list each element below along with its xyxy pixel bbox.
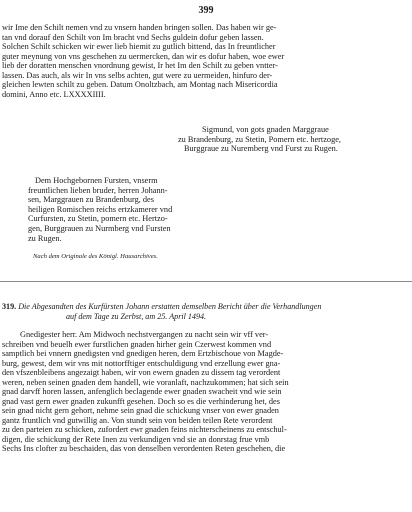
letter-closing-paragraph (2, 23, 407, 99)
signature-line: Sigmund, von gots gnaden Marggraue (202, 125, 329, 134)
document-number: 319. (2, 302, 17, 311)
text-line: gnad darvff horen lassen, anfenglich beclagende ewer gnaden swacheit vnd wie sein (2, 387, 282, 396)
text-line: domini, Anno etc. LXXXXIIII. (2, 89, 106, 99)
text-line: burg, gewest, dem wir vns mit nottorfftiger entschuldigung vnd erzellung ewer gna- (2, 358, 281, 368)
text-line: lieb der doratten menschen vnordnung gewist, Ir het Im den Schilt zu geben vntter- (2, 61, 278, 70)
signature-line: Burggraue zu Nuremberg vnd Furst zu Rugen. (184, 144, 338, 154)
text-line: tan vnd dorauf den Schilt von Im bracht vnd Sechs guldein dofur geben lassen. (2, 32, 264, 42)
signature-line: zu Brandenburg, zu Stetin, Pomern etc. hertzoge, (178, 134, 341, 144)
text-line: weren, neben seinen gnaden dem handell, wie voranlaft, nachzukommen; hat sich sein (2, 377, 289, 387)
text-line: Gnedigester herr. Am Midwoch nechstvergangen zu nacht sein wir vff ver- (20, 330, 269, 339)
source-note: Nach dem Originale des Königl. Hausarchives. (33, 253, 158, 260)
document-heading (2, 302, 407, 321)
text-line: den vfszenbleibens angezaigt haben, wir von ewern gnaden zu dissem tag verordent (2, 368, 281, 377)
text-line: Sechs Ins clofter zu beschaiden, das von denselben verordenten Reten geschehen, die (2, 444, 286, 453)
page-number: 399 (198, 5, 214, 16)
address-line: heiligen Romischen reichs ertzkamerer vnd (28, 204, 173, 214)
signature-block (178, 125, 358, 154)
address-block (28, 176, 203, 243)
text-line: guter meynung von vns geschehen zu uermercken, dan wir es dofur haben, woe ewer (2, 51, 285, 61)
address-line: Curfursten, zu Stetin, pomern etc. Hertzo- (28, 214, 168, 224)
text-line: lassen. Das auch, als wir In vns selbs achten, gut were zu uermeiden, hinfuro der- (2, 70, 273, 80)
text-line: digen, die schickung der Rete Inen zu verkundigen vnd sie an donrstag frue vmb (2, 434, 270, 444)
text-line: samptlich bei vnnern gnedigsten vnd gnedigen heren, dem Ertzbischoue von Magde- (2, 349, 284, 358)
text-line: zu den parteien zu schicken, zufordert ewr gnaden feins nichterscheinens zu entschul- (2, 425, 287, 434)
text-line: wir Ime den Schilt nemen vnd zu vnsern handen bringen sollen. Das haben wir ge- (2, 23, 277, 32)
address-line: Dem Hochgebornen Fursten, vnserm (35, 176, 158, 185)
text-line: sein gnad nicht gern gehort, nehme sein gnad die schickung vnser von ewer gnaden (2, 406, 279, 415)
address-line: zu Rugen. (28, 233, 62, 243)
text-line: gleichen lewten schilt zu geben. Datum Onoltzbach, am Montag nach Misericordia (2, 80, 278, 89)
text-line: Solchen Schilt schicken wir ewer lieb hiemit zu gutlich bittend, das In freuntlicher (2, 42, 276, 51)
text-line: gantz fruntlich vnd gutwillig an. Von stundt sein von beiden teilen Rete verordent (2, 415, 273, 425)
text-line: schreiben vnd beuelh ewer furstlichen gnaden hirher gein Czerwest kommen vnd (2, 339, 272, 349)
heading-line (2, 302, 407, 312)
section-divider (0, 281, 412, 282)
address-line: freuntlichen lieben bruder, herren Johann- (28, 185, 168, 195)
address-line: gen, Burggrauen zu Nurmberg vnd Fursten (28, 223, 171, 233)
address-line: sen, Marggrauen zu Brandenburg, des (28, 195, 154, 205)
document-body (2, 330, 407, 454)
heading-line: auf dem Tage zu Zerbst, am 25. April 1494. (66, 311, 207, 321)
text-line: gnad vast gern ewer gnaden zukunfft gesehen. Doch so es die verhinderung het, des (2, 396, 280, 406)
heading-text: Die Abgesandten des Kurfürsten Johann erstatten demselben Bericht über die Verhandlungen (18, 302, 322, 311)
